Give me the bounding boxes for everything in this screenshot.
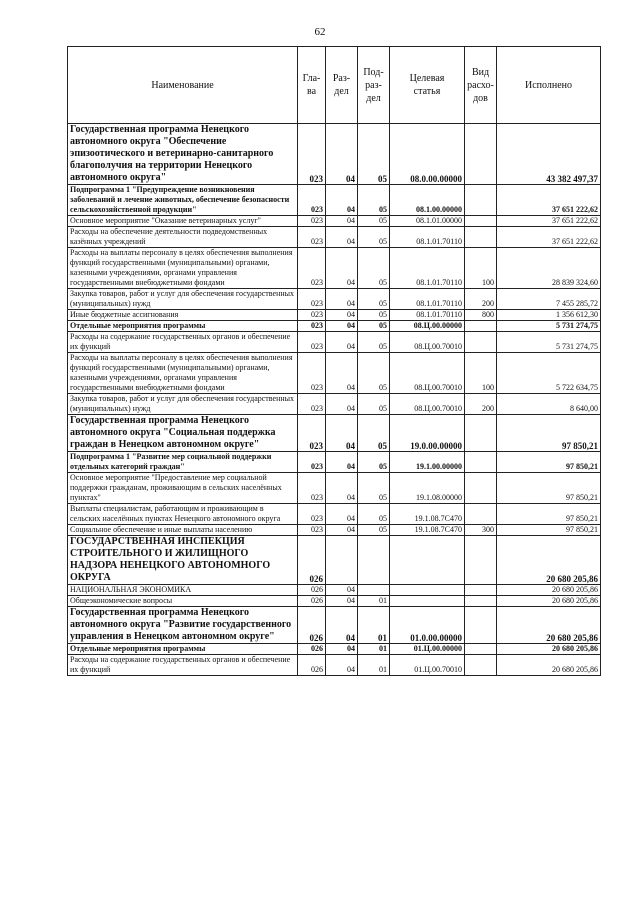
row-glava: 026 bbox=[298, 655, 326, 676]
row-target: 01.Ц.00.70010 bbox=[390, 655, 465, 676]
row-target: 19.1.08.7C470 bbox=[390, 525, 465, 536]
row-podrazdel: 01 bbox=[358, 607, 390, 644]
row-podrazdel bbox=[358, 536, 390, 585]
row-target: 08.Ц.00.00000 bbox=[390, 321, 465, 332]
row-razdel: 04 bbox=[326, 607, 358, 644]
table-row bbox=[68, 655, 601, 676]
row-done: 20 680 205,86 bbox=[497, 536, 601, 585]
row-razdel: 04 bbox=[326, 415, 358, 452]
row-target bbox=[390, 596, 465, 607]
row-vid bbox=[465, 473, 497, 504]
row-glava: 026 bbox=[298, 585, 326, 596]
row-glava: 023 bbox=[298, 289, 326, 310]
row-target: 19.1.08.7C470 bbox=[390, 504, 465, 525]
row-vid bbox=[465, 585, 497, 596]
row-name: Выплаты специалистам, работающим и проживающим в сельских населённых пунктах Ненецкого автономного округа bbox=[68, 504, 298, 525]
row-razdel: 04 bbox=[326, 394, 358, 415]
row-name: Закупка товаров, работ и услуг для обеспечения государственных (муниципальных) нужд bbox=[68, 394, 298, 415]
row-done: 5 722 634,75 bbox=[497, 353, 601, 394]
row-podrazdel: 05 bbox=[358, 353, 390, 394]
table-row bbox=[68, 124, 601, 185]
table-row bbox=[68, 248, 601, 289]
row-razdel: 04 bbox=[326, 124, 358, 185]
row-name: Социальное обеспечение и иные выплаты населению bbox=[68, 525, 298, 536]
table-row bbox=[68, 216, 601, 227]
row-razdel: 04 bbox=[326, 596, 358, 607]
row-name: Расходы на содержание государственных органов и обеспечение их функций bbox=[68, 332, 298, 353]
row-done: 97 850,21 bbox=[497, 473, 601, 504]
table-row bbox=[68, 353, 601, 394]
row-razdel: 04 bbox=[326, 321, 358, 332]
row-target: 19.1.00.00000 bbox=[390, 452, 465, 473]
row-glava: 023 bbox=[298, 124, 326, 185]
row-podrazdel: 05 bbox=[358, 321, 390, 332]
row-vid: 100 bbox=[465, 353, 497, 394]
row-name: Основное мероприятие "Предоставление мер социальной поддержки гражданам, проживающим в сельских населённых пунктах" bbox=[68, 473, 298, 504]
row-glava: 023 bbox=[298, 415, 326, 452]
row-name: ГОСУДАРСТВЕННАЯ ИНСПЕКЦИЯ СТРОИТЕЛЬНОГО И ЖИЛИЩНОГО НАДЗОРА НЕНЕЦКОГО АВТОНОМНОГО ОКРУГА bbox=[68, 536, 298, 585]
row-podrazdel: 05 bbox=[358, 473, 390, 504]
row-done: 97 850,21 bbox=[497, 452, 601, 473]
row-vid: 800 bbox=[465, 310, 497, 321]
row-razdel: 04 bbox=[326, 525, 358, 536]
header-razdel: Раз- дел bbox=[326, 47, 358, 124]
row-glava: 023 bbox=[298, 216, 326, 227]
row-glava: 023 bbox=[298, 353, 326, 394]
row-done: 97 850,21 bbox=[497, 504, 601, 525]
row-podrazdel: 05 bbox=[358, 332, 390, 353]
table-row bbox=[68, 415, 601, 452]
budget-table bbox=[67, 46, 601, 676]
row-podrazdel: 05 bbox=[358, 415, 390, 452]
row-podrazdel: 05 bbox=[358, 185, 390, 216]
row-vid bbox=[465, 452, 497, 473]
row-podrazdel: 05 bbox=[358, 227, 390, 248]
row-done: 28 839 324,60 bbox=[497, 248, 601, 289]
row-name: Расходы на обеспечение деятельности подведомственных казённых учреждений bbox=[68, 227, 298, 248]
row-glava: 023 bbox=[298, 321, 326, 332]
table-row bbox=[68, 607, 601, 644]
row-vid: 200 bbox=[465, 394, 497, 415]
row-name: Расходы на выплаты персоналу в целях обеспечения выполнения функций государственными (муниципальными) органами, казенными учреждениями, органами управления государственными внебюджетными фондами bbox=[68, 353, 298, 394]
row-target: 08.Ц.00.70010 bbox=[390, 353, 465, 394]
row-target: 01.Ц.00.00000 bbox=[390, 644, 465, 655]
table-row bbox=[68, 185, 601, 216]
row-podrazdel: 05 bbox=[358, 124, 390, 185]
table-row bbox=[68, 310, 601, 321]
row-podrazdel: 01 bbox=[358, 596, 390, 607]
row-glava: 023 bbox=[298, 310, 326, 321]
row-glava: 023 bbox=[298, 227, 326, 248]
row-name: Отдельные мероприятия программы bbox=[68, 644, 298, 655]
row-podrazdel: 05 bbox=[358, 394, 390, 415]
row-done: 20 680 205,86 bbox=[497, 655, 601, 676]
row-name: Подпрограмма 1 "Развитие мер социальной поддержки отдельных категорий граждан" bbox=[68, 452, 298, 473]
row-glava: 023 bbox=[298, 394, 326, 415]
row-vid: 200 bbox=[465, 289, 497, 310]
header-vid: Вид расхо- дов bbox=[465, 47, 497, 124]
row-done: 20 680 205,86 bbox=[497, 607, 601, 644]
row-razdel bbox=[326, 536, 358, 585]
page-number: 62 bbox=[314, 26, 326, 38]
header-done: Исполнено bbox=[497, 47, 601, 124]
row-name: Общеэкономические вопросы bbox=[68, 596, 298, 607]
row-done: 20 680 205,86 bbox=[497, 644, 601, 655]
row-razdel: 04 bbox=[326, 332, 358, 353]
row-vid bbox=[465, 504, 497, 525]
row-vid bbox=[465, 415, 497, 452]
row-vid bbox=[465, 607, 497, 644]
row-name: Иные бюджетные ассигнования bbox=[68, 310, 298, 321]
row-vid: 300 bbox=[465, 525, 497, 536]
table-row bbox=[68, 473, 601, 504]
row-vid bbox=[465, 596, 497, 607]
row-glava: 023 bbox=[298, 504, 326, 525]
row-podrazdel: 05 bbox=[358, 504, 390, 525]
table-row bbox=[68, 585, 601, 596]
row-name: Подпрограмма 1 "Предупреждение возникновения заболеваний и лечение животных, обеспечение безопасности сельскохозяйственной продукции" bbox=[68, 185, 298, 216]
row-target: 08.1.01.00000 bbox=[390, 216, 465, 227]
row-razdel: 04 bbox=[326, 655, 358, 676]
row-name: Отдельные мероприятия программы bbox=[68, 321, 298, 332]
row-done: 37 651 222,62 bbox=[497, 227, 601, 248]
row-done: 97 850,21 bbox=[497, 415, 601, 452]
table-row bbox=[68, 525, 601, 536]
row-target: 01.0.00.00000 bbox=[390, 607, 465, 644]
row-target: 08.Ц.00.70010 bbox=[390, 332, 465, 353]
row-target: 08.1.01.70110 bbox=[390, 310, 465, 321]
row-glava: 023 bbox=[298, 452, 326, 473]
row-podrazdel bbox=[358, 585, 390, 596]
row-podrazdel: 05 bbox=[358, 452, 390, 473]
row-podrazdel: 01 bbox=[358, 655, 390, 676]
row-done: 37 651 222,62 bbox=[497, 185, 601, 216]
table-row bbox=[68, 452, 601, 473]
row-vid: 100 bbox=[465, 248, 497, 289]
row-vid bbox=[465, 332, 497, 353]
row-name: НАЦИОНАЛЬНАЯ ЭКОНОМИКА bbox=[68, 585, 298, 596]
row-name: Расходы на выплаты персоналу в целях обеспечения выполнения функций государственными (муниципальными) органами, казенными учреждениями, органами управления государственными внебюджетными фондами bbox=[68, 248, 298, 289]
row-name: Государственная программа Ненецкого автономного округа "Обеспечение эпизоотического и ветеринарно-санитарного благополучия на территории Ненецкого автономного округа" bbox=[68, 124, 298, 185]
row-vid bbox=[465, 124, 497, 185]
row-razdel: 04 bbox=[326, 585, 358, 596]
row-done: 5 731 274,75 bbox=[497, 332, 601, 353]
row-name: Основное мероприятие "Оказание ветеринарных услуг" bbox=[68, 216, 298, 227]
table-row bbox=[68, 596, 601, 607]
header-target: Целевая статья bbox=[390, 47, 465, 124]
table-row bbox=[68, 289, 601, 310]
row-razdel: 04 bbox=[326, 289, 358, 310]
table-row bbox=[68, 332, 601, 353]
row-target: 08.Ц.00.70010 bbox=[390, 394, 465, 415]
row-razdel: 04 bbox=[326, 473, 358, 504]
row-done: 20 680 205,86 bbox=[497, 596, 601, 607]
row-glava: 023 bbox=[298, 332, 326, 353]
row-done: 1 356 612,30 bbox=[497, 310, 601, 321]
row-razdel: 04 bbox=[326, 216, 358, 227]
row-glava: 023 bbox=[298, 185, 326, 216]
row-vid bbox=[465, 227, 497, 248]
row-razdel: 04 bbox=[326, 452, 358, 473]
table-row bbox=[68, 504, 601, 525]
row-glava: 023 bbox=[298, 248, 326, 289]
row-name: Государственная программа Ненецкого автономного округа "Социальная поддержка граждан в Ненецком автономном округе" bbox=[68, 415, 298, 452]
row-target: 08.1.00.00000 bbox=[390, 185, 465, 216]
row-done: 43 382 497,37 bbox=[497, 124, 601, 185]
table-row bbox=[68, 227, 601, 248]
row-name: Закупка товаров, работ и услуг для обеспечения государственных (муниципальных) нужд bbox=[68, 289, 298, 310]
header-podrazdel: Под- раз- дел bbox=[358, 47, 390, 124]
row-glava: 023 bbox=[298, 525, 326, 536]
table-header bbox=[68, 47, 601, 124]
row-vid bbox=[465, 185, 497, 216]
row-done: 97 850,21 bbox=[497, 525, 601, 536]
row-podrazdel: 05 bbox=[358, 310, 390, 321]
row-razdel: 04 bbox=[326, 504, 358, 525]
table-row bbox=[68, 644, 601, 655]
table-row bbox=[68, 394, 601, 415]
row-done: 7 455 285,72 bbox=[497, 289, 601, 310]
row-target: 08.1.01.70110 bbox=[390, 227, 465, 248]
table-row bbox=[68, 321, 601, 332]
row-done: 37 651 222,62 bbox=[497, 216, 601, 227]
row-vid bbox=[465, 655, 497, 676]
row-podrazdel: 05 bbox=[358, 289, 390, 310]
row-target: 19.1.08.00000 bbox=[390, 473, 465, 504]
header-name: Наименование bbox=[68, 47, 298, 124]
row-name: Расходы на содержание государственных органов и обеспечение их функций bbox=[68, 655, 298, 676]
row-glava: 023 bbox=[298, 473, 326, 504]
row-done: 8 640,00 bbox=[497, 394, 601, 415]
row-target bbox=[390, 536, 465, 585]
row-razdel: 04 bbox=[326, 353, 358, 394]
row-glava: 026 bbox=[298, 596, 326, 607]
row-target: 19.0.00.00000 bbox=[390, 415, 465, 452]
row-razdel: 04 bbox=[326, 310, 358, 321]
table-row bbox=[68, 536, 601, 585]
row-done: 5 731 274,75 bbox=[497, 321, 601, 332]
row-target: 08.0.00.00000 bbox=[390, 124, 465, 185]
row-vid bbox=[465, 321, 497, 332]
row-vid bbox=[465, 536, 497, 585]
row-razdel: 04 bbox=[326, 227, 358, 248]
row-glava: 026 bbox=[298, 607, 326, 644]
header-glava: Гла- ва bbox=[298, 47, 326, 124]
row-razdel: 04 bbox=[326, 248, 358, 289]
row-done: 20 680 205,86 bbox=[497, 585, 601, 596]
row-podrazdel: 05 bbox=[358, 525, 390, 536]
row-razdel: 04 bbox=[326, 644, 358, 655]
row-glava: 026 bbox=[298, 644, 326, 655]
row-podrazdel: 05 bbox=[358, 248, 390, 289]
row-target bbox=[390, 585, 465, 596]
row-vid bbox=[465, 644, 497, 655]
row-podrazdel: 01 bbox=[358, 644, 390, 655]
row-glava: 026 bbox=[298, 536, 326, 585]
row-target: 08.1.01.70110 bbox=[390, 248, 465, 289]
row-name: Государственная программа Ненецкого автономного округа "Развитие государственного управления в Ненецком автономном округе" bbox=[68, 607, 298, 644]
row-target: 08.1.01.70110 bbox=[390, 289, 465, 310]
row-podrazdel: 05 bbox=[358, 216, 390, 227]
row-razdel: 04 bbox=[326, 185, 358, 216]
row-vid bbox=[465, 216, 497, 227]
